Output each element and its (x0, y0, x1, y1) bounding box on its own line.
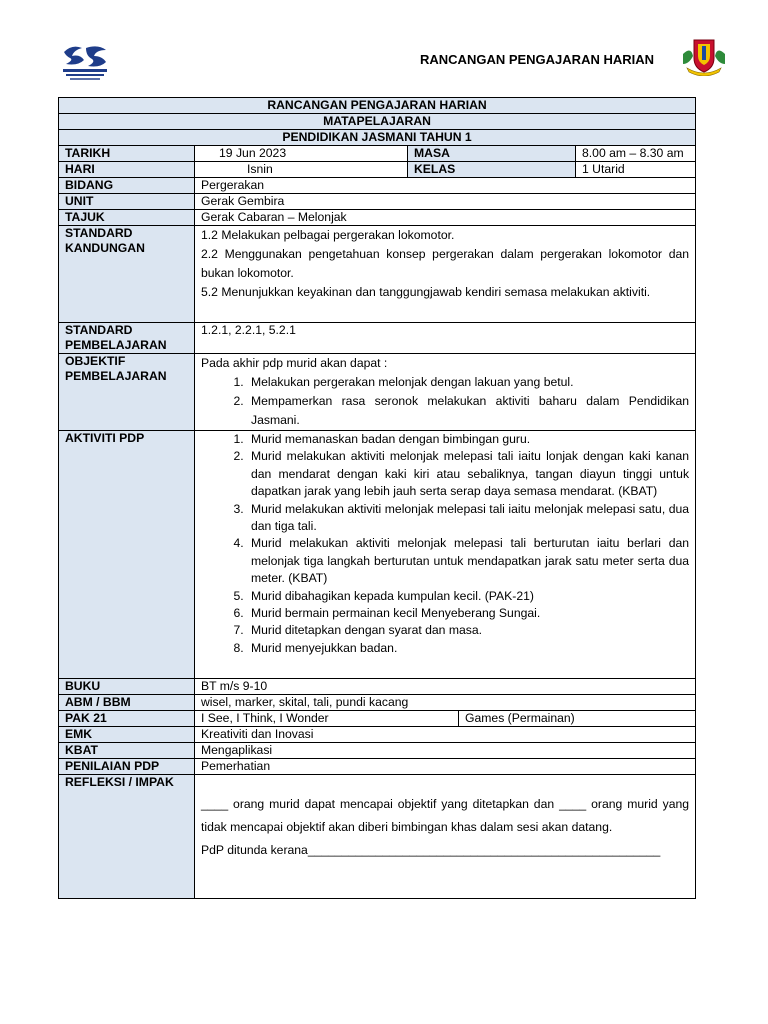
refleksi-value (195, 775, 696, 899)
abm-value: wisel, marker, skital, tali, pundi kacang (195, 695, 696, 711)
school-crest-logo (681, 34, 727, 76)
standard-pembelajaran-label: STANDARD PEMBELAJARAN (59, 323, 195, 354)
sk-item: 2.2 Menggunakan pengetahuan konsep pergerakan dalam pergerakan lokomotor dan bukan lokomotor. (201, 247, 690, 280)
unit-label: UNIT (59, 194, 195, 210)
unit-value: Gerak Gembira (195, 194, 696, 210)
aktiviti-label: AKTIVITI PDP (59, 431, 195, 679)
list-item: 4. Murid melakukan aktiviti melonjak melepasi tali berturutan iaitu berlari dan melonjak tiga langkah berturutan untuk mendapatkan jarak satu meter serta dua meter. (KBAT) (247, 535, 689, 587)
sk-item: 1.2 Melakukan pelbagai pergerakan lokomotor. (201, 228, 455, 242)
tajuk-label: TAJUK (59, 210, 195, 226)
kelas-value: 1 Utarid (576, 162, 696, 178)
standard-kandungan-value (195, 226, 696, 323)
aktiviti-list (201, 431, 689, 657)
refleksi-ditunda: PdP ditunda kerana____________________________________________________ (201, 843, 661, 857)
list-item: 2. Murid melakukan aktiviti melonjak melepasi tali iaitu lonjak dengan kaki kanan dan mendarat dengan kaki kiri atau sebaliknya, tangan diayun tinggi untuk dapatkan jarak yang lebih jauh serta serap daya semasa mendarat. (KBAT) (247, 448, 689, 500)
standard-kandungan-label: STANDARD KANDUNGAN (59, 226, 195, 323)
header-title: RANCANGAN PENGAJARAN HARIAN (420, 52, 655, 67)
kbat-label: KBAT (59, 743, 195, 759)
penilaian-value: Pemerhatian (195, 759, 696, 775)
table-title: RANCANGAN PENGAJARAN HARIAN (59, 98, 696, 114)
objektif-value (195, 354, 696, 431)
emk-value: Kreativiti dan Inovasi (195, 727, 696, 743)
list-item: 1. Murid memanaskan badan dengan bimbingan guru. (247, 431, 689, 448)
buku-label: BUKU (59, 679, 195, 695)
objektif-intro: Pada akhir pdp murid akan dapat : (201, 356, 388, 370)
list-item: 1. Melakukan pergerakan melonjak dengan lakuan yang betul. (247, 373, 689, 392)
pak21-value-2: Games (Permainan) (459, 711, 696, 727)
objektif-list (201, 373, 689, 430)
refleksi-label: REFLEKSI / IMPAK (59, 775, 195, 899)
objektif-label: OBJEKTIF PEMBELAJARAN (59, 354, 195, 431)
tarikh-value: 19 Jun 2023 (195, 146, 408, 162)
list-item: 3. Murid melakukan aktiviti melonjak melepasi tali iaitu melonjak melepasi satu, dua dan tiga tali. (247, 501, 689, 536)
emk-label: EMK (59, 727, 195, 743)
list-item: 6. Murid bermain permainan kecil Menyeberang Sungai. (247, 605, 689, 622)
list-item: 2. Mempamerkan rasa seronok melakukan aktiviti baharu dalam Pendidikan Jasmani. (247, 392, 689, 430)
subject-heading: MATAPELAJARAN (59, 114, 696, 130)
sk-item: 5.2 Menunjukkan keyakinan dan tanggungjawab kendiri semasa melakukan aktiviti. (201, 285, 651, 299)
pak21-value-1: I See, I Think, I Wonder (195, 711, 459, 727)
tarikh-label: TARIKH (59, 146, 195, 162)
standard-pembelajaran-value: 1.2.1, 2.2.1, 5.2.1 (195, 323, 696, 354)
kpm-logo (60, 42, 110, 84)
masa-value: 8.00 am – 8.30 am (576, 146, 696, 162)
kelas-label: KELAS (408, 162, 576, 178)
hari-label: HARI (59, 162, 195, 178)
masa-label: MASA (408, 146, 576, 162)
tajuk-value: Gerak Cabaran – Melonjak (195, 210, 696, 226)
bidang-label: BIDANG (59, 178, 195, 194)
refleksi-text: ____ orang murid dapat mencapai objektif yang ditetapkan dan ____ orang murid yang tidak mencapai objektif akan diberi bimbingan khas dalam sesi akan datang. (201, 797, 690, 834)
list-item: 8. Murid menyejukkan badan. (247, 640, 689, 657)
kbat-value: Mengaplikasi (195, 743, 696, 759)
subject-name: PENDIDIKAN JASMANI TAHUN 1 (59, 130, 696, 146)
hari-value: Isnin (195, 162, 408, 178)
aktiviti-value (195, 431, 696, 679)
buku-value: BT m/s 9-10 (195, 679, 696, 695)
penilaian-label: PENILAIAN PDP (59, 759, 195, 775)
pak21-label: PAK 21 (59, 711, 195, 727)
list-item: 5. Murid dibahagikan kepada kumpulan kecil. (PAK-21) (247, 588, 689, 605)
bidang-value: Pergerakan (195, 178, 696, 194)
abm-label: ABM / BBM (59, 695, 195, 711)
lesson-plan-table (58, 97, 696, 899)
list-item: 7. Murid ditetapkan dengan syarat dan masa. (247, 622, 689, 639)
